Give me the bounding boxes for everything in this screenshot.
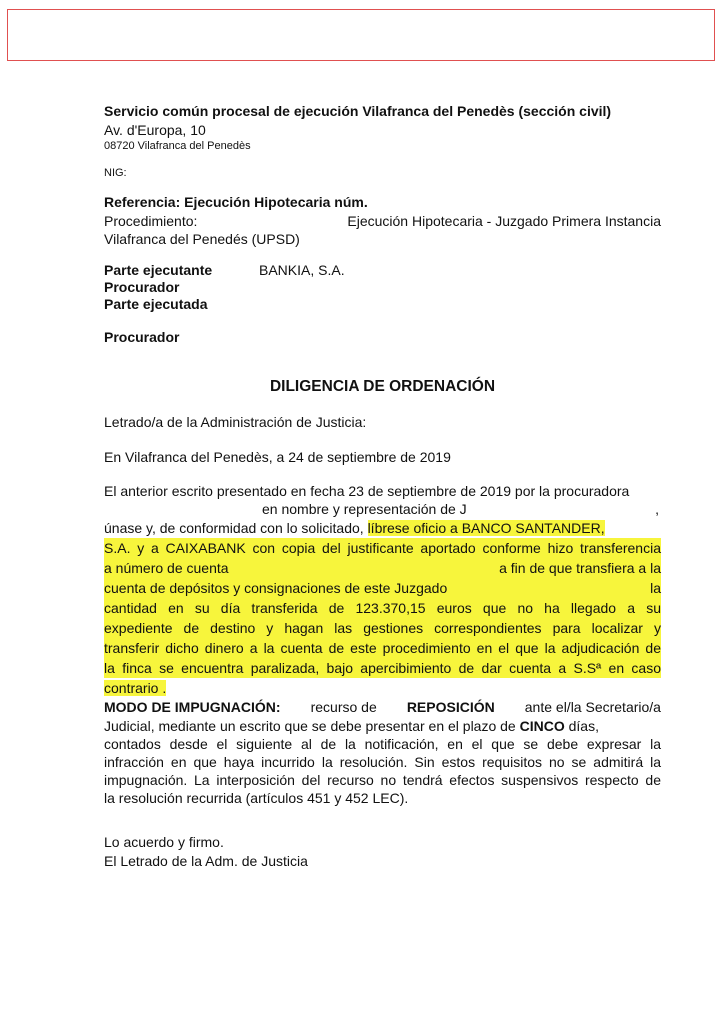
closing-line-1: Lo acuerdo y firmo. (104, 834, 224, 850)
impugnacion-reposicion: REPOSICIÓN (406, 699, 495, 715)
procedure-label: Procedimiento: (104, 213, 198, 229)
highlighted-line: expediente de destino y hagan las gestiones correspondientes para localizar y (104, 620, 661, 636)
highlighted-text: cuenta de depósitos y consignaciones de este Juzgado (104, 580, 448, 596)
highlighted-line: S.A. y a CAIXABANK con copia del justificante aportado conforme hizo transferencia (104, 540, 661, 556)
body-line (104, 501, 661, 518)
ejecutante-value: BANKIA, S.A. (259, 262, 345, 278)
impugnacion-text: días, (568, 718, 599, 734)
impugnacion-cinco: CINCO (519, 718, 565, 734)
highlighted-line (104, 558, 661, 578)
impugnacion-line (104, 717, 661, 735)
body-text: únase y, de conformidad con lo solicitado, (104, 520, 368, 536)
impugnacion-label: MODO DE IMPUGNACIÓN: (104, 699, 281, 715)
court-address: Av. d'Europa, 10 (104, 122, 206, 138)
impugnacion-text: recurso de (310, 699, 377, 715)
header-frame (7, 9, 715, 61)
main-paragraph (104, 481, 661, 698)
ejecutante-label: Parte ejecutante (104, 262, 213, 278)
impugnacion-line: infracción en que haya incurrido la resolución. Sin estos requisitos no se admitirá la (104, 754, 661, 770)
ejecutada-label: Parte ejecutada (104, 296, 208, 312)
highlighted-text: líbrese oficio a BANCO SANTANDER, (367, 520, 605, 536)
impugnacion-text: Judicial, mediante un escrito que se debe presentar en el plazo de (104, 718, 516, 734)
impugnacion-line: la resolución recurrida (artículos 451 y 452 LEC). (104, 790, 409, 806)
impugnacion-line: contados desde el siguiente al de la notificación, en el que se debe expresar la (104, 736, 661, 752)
procurador-label-2: Procurador (104, 329, 180, 345)
procedure-line (104, 213, 661, 229)
reference-label: Referencia: Ejecución Hipotecaria núm. (104, 194, 368, 210)
closing-line-2: El Letrado de la Adm. de Justicia (104, 853, 308, 869)
impugnacion-paragraph (104, 697, 661, 807)
letrado-line: Letrado/a de la Administración de Justicia: (104, 414, 367, 430)
highlighted-line: la finca se encuentra paralizada, bajo apercibimiento de dar cuenta a S.Sª en caso (104, 660, 661, 676)
highlighted-line: transferir dicho dinero a la cuenta de este procedimiento en el que la adjudicación de (104, 640, 661, 656)
highlighted-text: la (650, 580, 661, 596)
procedure-value-2: Vilafranca del Penedés (UPSD) (104, 231, 300, 247)
impugnacion-line (104, 697, 661, 717)
impugnacion-line: impugnación. La interposición del recurso no tendrá efectos suspensivos respecto de (104, 772, 661, 788)
highlighted-text: contrario . (104, 680, 167, 696)
procurador-label-1: Procurador (104, 279, 180, 295)
procedure-value: Ejecución Hipotecaria - Juzgado Primera Instancia (347, 213, 661, 229)
body-line (104, 518, 661, 538)
date-line: En Vilafranca del Penedès, a 24 de septiembre de 2019 (104, 449, 451, 465)
highlighted-line (104, 578, 661, 598)
highlighted-text: a número de cuenta (104, 560, 229, 576)
highlighted-line: cantidad en su día transferida de 123.370,15 euros que no ha llegado a su (104, 600, 661, 616)
highlighted-text: a fin de que transfiera a la (499, 560, 661, 576)
body-line: El anterior escrito presentado en fecha 23 de septiembre de 2019 por la procuradora (104, 483, 630, 499)
document-title: DILIGENCIA DE ORDENACIÓN (269, 378, 496, 395)
body-text: , (655, 501, 659, 517)
nig-label: NIG: (104, 167, 127, 179)
court-name: Servicio común procesal de ejecución Vilafranca del Penedès (sección civil) (104, 103, 612, 119)
body-text: en nombre y representación de J (262, 501, 467, 517)
court-postal: 08720 Vilafranca del Penedès (104, 140, 251, 152)
impugnacion-text: ante el/la Secretario/a (524, 699, 661, 715)
body-line (104, 678, 661, 698)
